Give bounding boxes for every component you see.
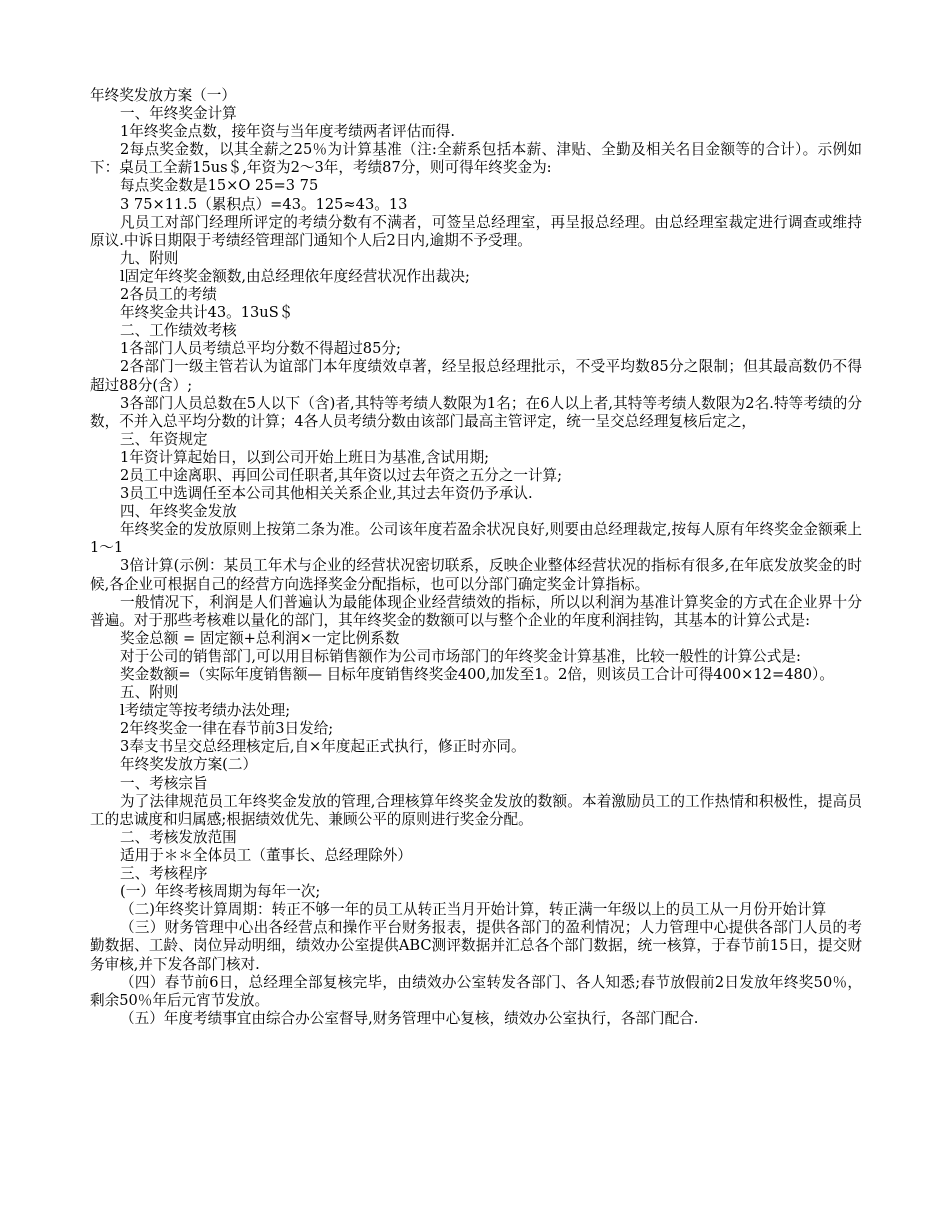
- paragraph: 二、工作绩效考核: [120, 322, 237, 340]
- paragraph: 奖金总额 = 固定额+总利润×一定比例系数: [120, 629, 400, 647]
- paragraph: (一）年终考核周期为每年一次;: [120, 883, 321, 901]
- paragraph: （四）春节前6日，总经理全部复核完毕，由绩效办公室转发各部门、各人知悉;春节放假前2日发放年终奖50％，剩余50％年后元宵节发放。: [90, 973, 862, 1009]
- paragraph: 3奉支书呈交总经理核定后,自×年度起正式执行，修正时亦同。: [120, 738, 526, 756]
- paragraph: 一、考核宗旨: [120, 774, 208, 792]
- paragraph: 年终奖金的发放原则上按第二条为准。公司该年度若盈余状况良好,则要由总经理裁定,按每人原有年终奖金金额乘上1～1: [90, 521, 862, 557]
- paragraph: 五、附则: [120, 684, 179, 702]
- paragraph: 1各部门人员考绩总平均分数不得超过85分;: [120, 340, 401, 358]
- paragraph: 1年终奖金点数，接年资与当年度考绩两者评估而得.: [120, 123, 455, 141]
- document-body: [90, 87, 862, 1028]
- paragraph: 九、附则: [120, 249, 179, 267]
- paragraph: 凡员工对部门经理所评定的考绩分数有不满者，可签呈总经理室，再呈报总经理。由总经理室裁定进行调查或维持原议.中诉日期限于考绩经管理部门通知个人后2日内,逾期不予受理。: [90, 213, 862, 249]
- paragraph: 2各部门一级主管若认为谊部门本年度绩效卓著，经呈报总经理批示，不受平均数85分之限制；但其最高数仍不得超过88分(含）;: [90, 358, 862, 394]
- paragraph: l固定年终奖金额数,由总经理依年度经营状况作出裁决;: [120, 267, 470, 285]
- paragraph: 适用于＊＊全体员工（董事长、总经理除外）: [120, 846, 412, 864]
- paragraph: 一、年终奖金计算: [120, 105, 237, 123]
- paragraph: 三、年资规定: [120, 430, 208, 448]
- paragraph: 3员工中选调任至本公司其他相关关系企业,其过去年资仍予承认.: [120, 485, 533, 503]
- paragraph: 年终奖发放方案(二）: [120, 756, 258, 774]
- paragraph: （五）年度考绩事宜由综合办公室督导,财务管理中心复核，绩效办公室执行，各部门配合.: [120, 1009, 699, 1027]
- paragraph: 2年终奖金一律在春节前3日发给;: [120, 720, 334, 738]
- document-title: 年终奖发放方案（一）: [90, 87, 236, 104]
- paragraph: 2员工中途离职、再回公司任职者,其年资以过去年资之五分之一计算;: [120, 466, 563, 484]
- paragraph: 年终奖金共计43。13uS＄: [120, 304, 294, 322]
- paragraph: 2每点奖金数，以其全薪之25％为计算基准（注:全薪系包括本薪、津贴、全勤及相关名目金额等的合计）。示例如下：桌员工全薪15us＄,年资为2～3年，考绩87分，则可得年终奖金为:: [90, 141, 862, 177]
- paragraph: 为了法律规范员工年终奖金发放的管理,合理核算年终奖金发放的数额。本着激励员工的工作热情和积极性，提高员工的忠诚度和归属感;根据绩效优先、兼顾公平的原则进行奖金分配。: [90, 792, 862, 828]
- paragraph: 2各员工的考绩: [120, 286, 217, 304]
- paragraph: （三）财务管理中心出各经营点和操作平台财务报表，提供各部门的盈利情况；人力管理中心提供各部门人员的考勤数据、工龄、岗位异动明细，绩效办公室提供ABC测评数据并汇总各个部门数据，统一核算，于春节前15日，提交财务审核,并下发各部门核对.: [90, 919, 862, 973]
- paragraph: 3各部门人员总数在5人以下（含)者,其特等考绩人数限为1名；在6人以上者,其特等考绩人数限为2名.特等考绩的分数，不并入总平均分数的计算；4各人员考绩分数由该部门最高主管评定，统一呈交总经理复核后定之，: [90, 394, 862, 430]
- paragraph: 1年资计算起始日，以到公司开始上班日为基准,含试用期;: [120, 448, 490, 466]
- paragraph: 3 75×11.5（累积点）=43。125≈43。13: [120, 195, 408, 213]
- paragraph: （二)年终奖计算周期：转正不够一年的员工从转正当月开始计算，转正满一年级以上的员工从一月份开始计算: [120, 901, 827, 919]
- paragraph: 二、考核发放范围: [120, 828, 237, 846]
- paragraph: 三、考核程序: [120, 865, 208, 883]
- paragraph: 每点奖金数是15×O 25=3 75: [120, 177, 319, 195]
- paragraph: 对于公司的销售部门,可以用目标销售额作为公司市场部门的年终奖金计算基准，比较一般性的计算公式是:: [120, 647, 801, 665]
- paragraph: 奖金数额=（实际年度销售额— 目标年度销售终奖金400,加发至1。2倍，则该员工合计可得400×12=480）。: [120, 666, 834, 683]
- paragraph: 3倍计算(示例：某员工年术与企业的经营状况密切联系，反映企业整体经营状况的指标有很多,在年底发放奖金的时候,各企业可根据自己的经营方向选择奖金分配指标，也可以分部门确定奖金计算指标。: [90, 557, 862, 593]
- paragraph: 四、年终奖金发放: [120, 503, 237, 521]
- paragraph: 一般情况下，利润是人们普遍认为最能体现企业经营绩效的指标，所以以利润为基准计算奖金的方式在企业界十分普遍。对于那些考核难以量化的部门，其年终奖金的数额可以与整个企业的年度利润挂钩，其基本的计算公式是:: [90, 593, 862, 629]
- paragraph: l考绩定等按考绩办法处理;: [120, 702, 291, 720]
